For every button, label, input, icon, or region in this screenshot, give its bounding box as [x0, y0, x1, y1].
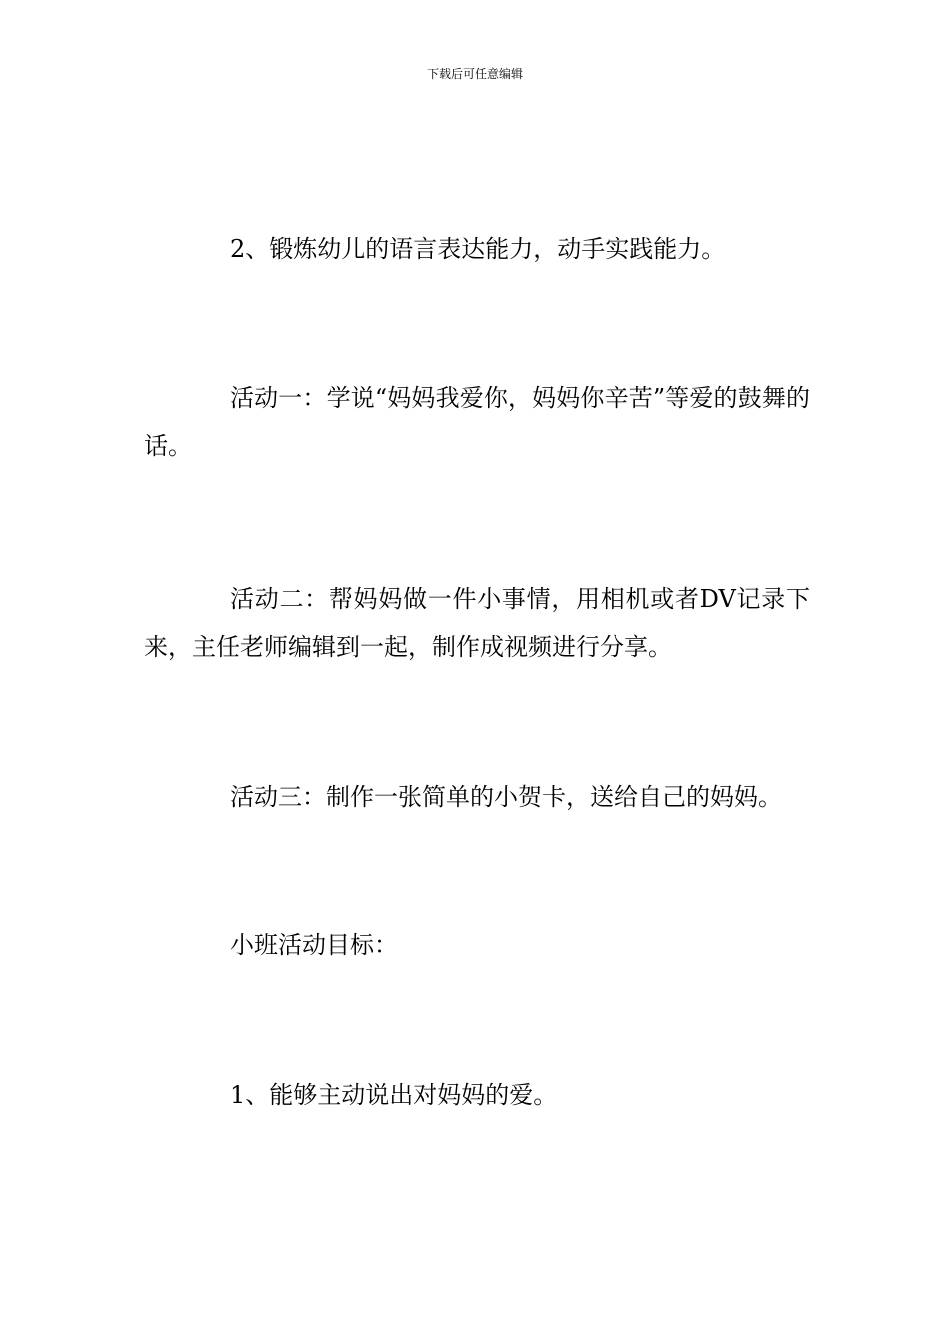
page-header: 下载后可任意编辑 — [426, 67, 523, 81]
paragraph-activity-1: 活动一：学说“妈妈我爱你，妈妈你辛苦”等爱的鼓舞的话。 — [144, 384, 810, 460]
paragraph-activity-2: 活动二：帮妈妈做一件小事情，用相机或者DV记录下来，主任老师编辑到一起，制作成视频进行分享。 — [144, 585, 810, 661]
paragraph-goal-2: 2、锻炼幼儿的语言表达能力，动手实践能力。 — [230, 235, 726, 263]
paragraph-activity-3: 活动三：制作一张简单的小贺卡，送给自己的妈妈。 — [230, 783, 782, 811]
paragraph-goal-1: 1、能够主动说出对妈妈的爱。 — [230, 1081, 558, 1109]
paragraph-small-class-goals: 小班活动目标： — [230, 931, 398, 959]
